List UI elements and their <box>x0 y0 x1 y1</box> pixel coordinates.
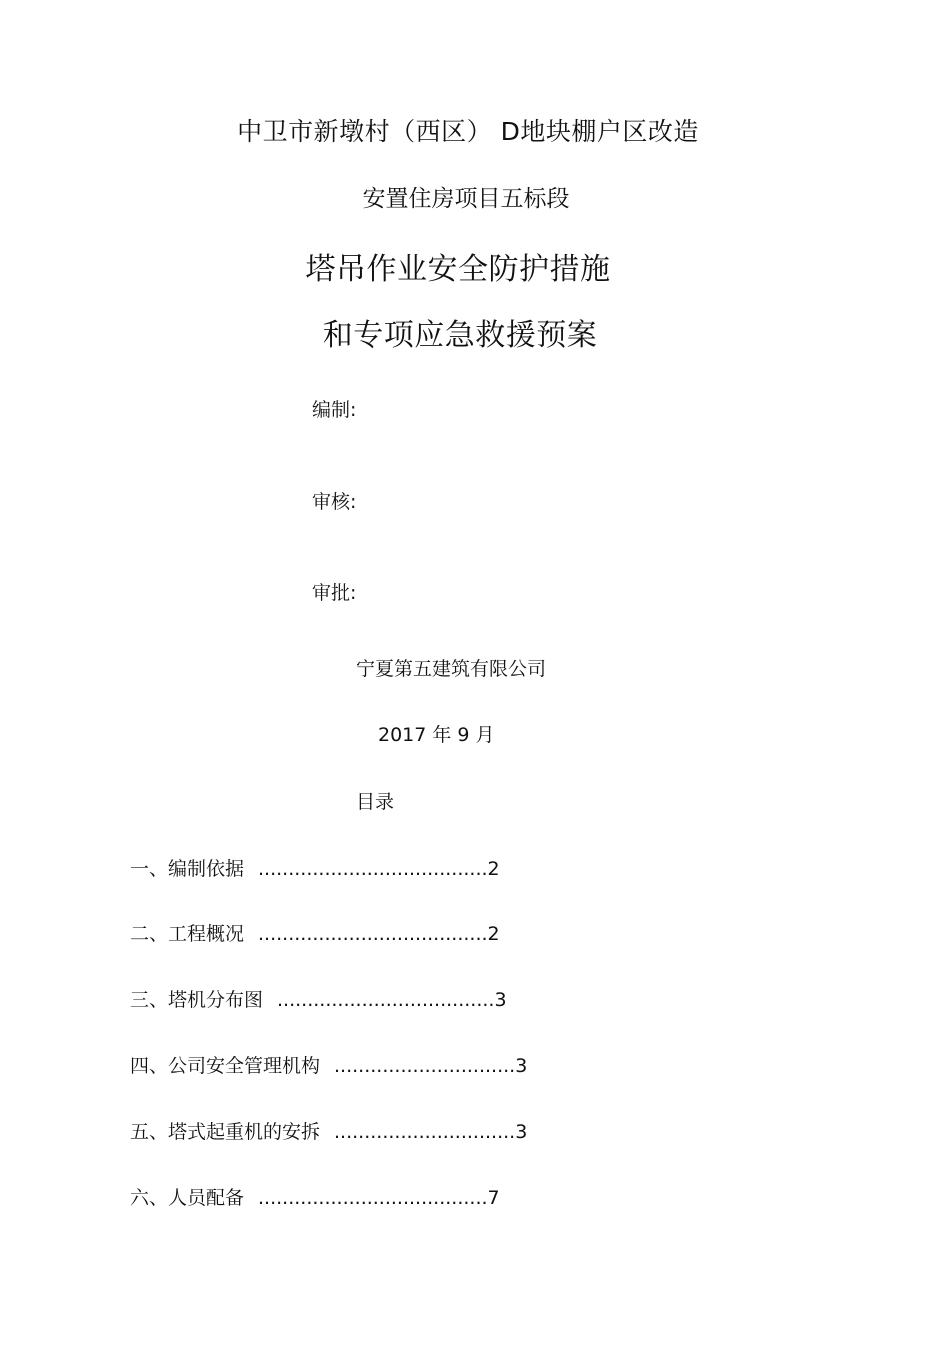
toc-item-label: 五、塔式起重机的安拆 <box>130 1121 321 1143</box>
toc-item-label: 三、塔机分布图 <box>130 989 264 1011</box>
toc-item-page: 7 <box>487 1187 500 1209</box>
title-line-4: 和专项应急救援预案 <box>322 318 598 353</box>
toc-item[interactable] <box>130 1183 500 1210</box>
toc-item-page: 3 <box>494 989 507 1011</box>
document-date: 2017 年 9 月 <box>378 724 495 746</box>
title-line-2: 安置住房项目五标段 <box>362 186 570 212</box>
company-name: 宁夏第五建筑有限公司 <box>356 658 547 680</box>
approved-by-label: 审批: <box>312 582 357 604</box>
toc-item-label: 一、编制依据 <box>130 858 245 880</box>
toc-item-leader: ...................................... <box>258 1187 488 1209</box>
toc-item-leader: ...................................... <box>258 858 488 880</box>
toc-item[interactable] <box>130 854 500 881</box>
toc-heading: 目录 <box>356 791 395 813</box>
toc-item-page: 2 <box>487 923 500 945</box>
toc-item[interactable] <box>130 919 500 946</box>
toc-item[interactable] <box>130 985 507 1012</box>
toc-item-leader: ...................................... <box>258 923 488 945</box>
toc-item-label: 四、公司安全管理机构 <box>130 1055 321 1077</box>
toc-item-label: 二、工程概况 <box>130 923 245 945</box>
toc-item-page: 3 <box>515 1055 528 1077</box>
toc-item-page: 2 <box>487 858 500 880</box>
toc-item[interactable] <box>130 1051 527 1078</box>
toc-item-leader: .............................. <box>334 1055 516 1077</box>
prepared-by-label: 编制: <box>312 399 357 421</box>
toc-item-leader: .................................... <box>277 989 495 1011</box>
toc-item[interactable] <box>130 1117 527 1144</box>
toc-item-label: 六、人员配备 <box>130 1187 245 1209</box>
toc-item-leader: .............................. <box>334 1121 516 1143</box>
title-line-1: 中卫市新墩村（西区） D地块棚户区改造 <box>237 117 699 146</box>
reviewed-by-label: 审核: <box>312 491 357 513</box>
toc-item-page: 3 <box>515 1121 528 1143</box>
title-line-3: 塔吊作业安全防护措施 <box>305 252 611 287</box>
